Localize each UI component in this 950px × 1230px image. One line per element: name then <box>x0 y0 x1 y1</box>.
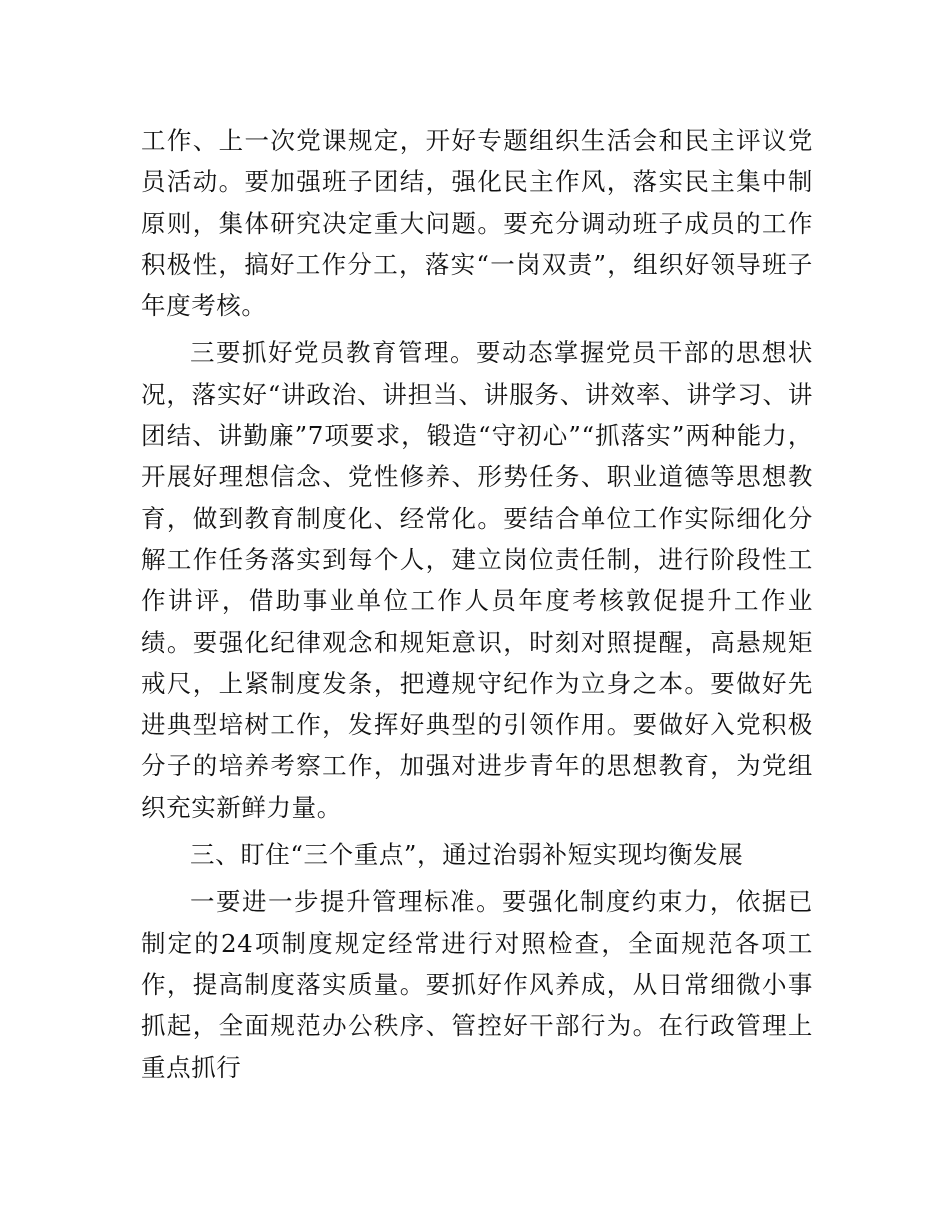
section-heading-three-key-points: 三、盯住“三个重点”，通过治弱补短实现均衡发展 <box>190 840 744 870</box>
paragraph-management-standards: 一要进一步提升管理标准。要强化制度约束力，依据已制定的24项制度规定经常进行对照检查，全面规范各项工作，提高制度落实质量。要抓好作风养成，从日常细微小事抓起，全面规范办公秩序、管控好干部行为。在行政管理上重点抓行 <box>141 887 813 1082</box>
paragraph-party-member-education: 三要抓好党员教育管理。要动态掌握党员干部的思想状况，落实好“讲政治、讲担当、讲服务、讲效率、讲学习、讲团结、讲勤廉”7项要求，锻造“守初心”“抓落实”两种能力，开展好理想信念、党性修养、形势任务、职业道德等思想教育，做到教育制度化、经常化。要结合单位工作实际细化分解工作任务落实到每个人，建立岗位责任制，进行阶段性工作讲评，借助事业单位工作人员年度考核敦促提升工作业绩。要强化纪律观念和规矩意识，时刻对照提醒，高悬规矩戒尺，上紧制度发条，把遵规守纪作为立身之本。要做好先进典型培树工作，发挥好典型的引领作用。要做好入党积极分子的培养考察工作，加强对进步青年的思想教育，为党组织充实新鲜力量。 <box>141 338 813 822</box>
document-body <box>141 120 813 1088</box>
paragraph-continuation: 工作、上一次党课规定，开好专题组织生活会和民主评议党员活动。要加强班子团结，强化民主作风，落实民主集中制原则，集体研究决定重大问题。要充分调动班子成员的工作积极性，搞好工作分工，落实“一岗双责”，组织好领导班子年度考核。 <box>141 126 813 321</box>
